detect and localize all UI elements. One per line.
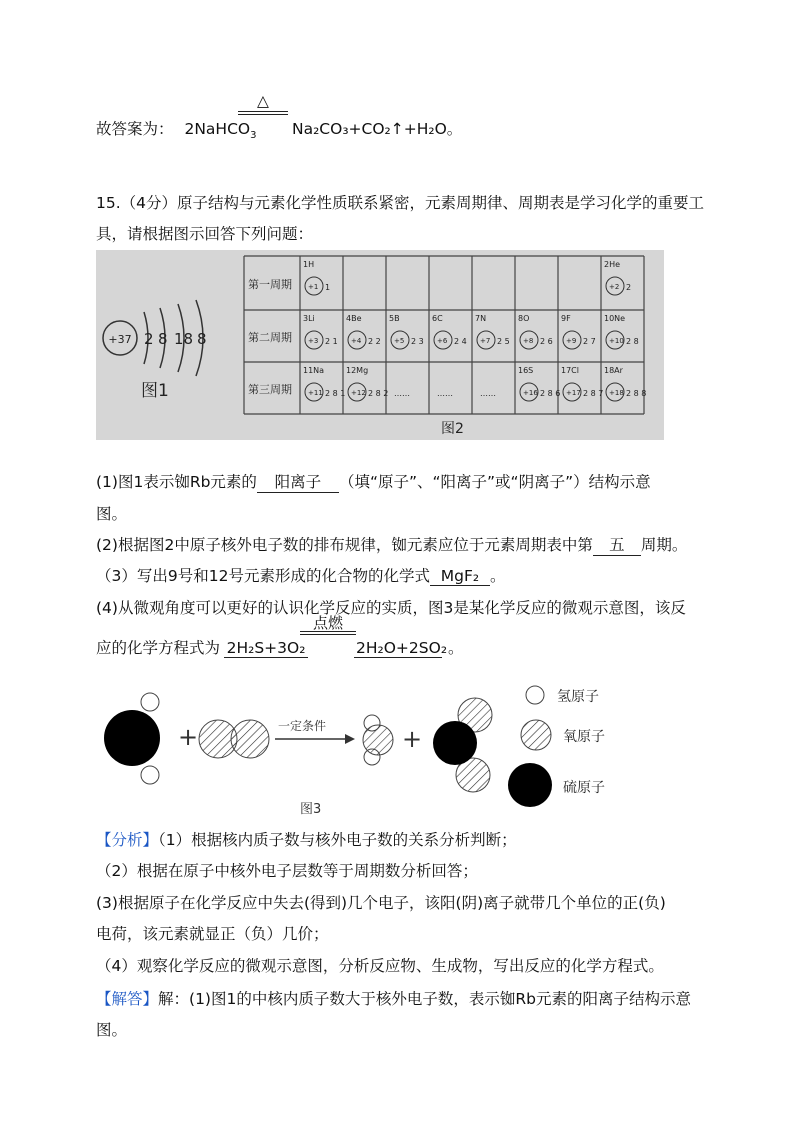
nucleus-charge: +6 [437,337,448,345]
electron-config: …… [480,389,496,398]
electron-config: 2 4 [454,337,467,346]
plus-sign: + [402,725,423,753]
legend-oxygen-symbol [521,720,551,750]
element-symbol: 8O [518,314,530,323]
nucleus-charge: +17 [566,389,581,397]
q4-answer-right-wrap: 2H₂O+2SO₂。 [356,639,464,657]
electron-config: 2 8 1 [325,389,346,398]
figure-1-caption: 图1 [141,381,169,401]
q4-line-1: (4)从微观角度可以更好的认识化学反应的实质，图3是某化学反应的微观示意图，该反 [96,599,686,617]
period-row-label: 第一周期 [248,278,292,291]
element-symbol: 3Li [303,314,315,323]
question-line-1: 15.（4分）原子结构与元素化学性质联系紧密，元素周期律、周期表是学习化学的重要工 [96,194,705,212]
electron-config: 2 8 8 [626,389,647,398]
so2-molecule [433,698,492,792]
element-symbol: 1H [303,260,315,269]
q4-answer-left: 2H₂S+3O₂ [224,639,308,658]
equation-right: Na₂CO₃+CO₂↑+H₂O。 [292,120,463,138]
electron-config: 2 8 7 [583,389,604,398]
shell-count: 2 [144,330,154,348]
arrow-label: 一定条件 [278,719,327,733]
nucleus-charge: +4 [351,337,362,345]
ignition-condition: 点燃 [312,614,343,632]
nucleus-charge: +10 [609,337,624,345]
solution-tag: 【解答】 [96,990,159,1008]
equals-sign [238,111,288,115]
nucleus-charge: +8 [523,337,534,345]
equals-sign [300,631,356,635]
legend-sulfur-symbol [508,763,552,807]
legend-sulfur: 硫原子 [563,780,605,796]
nucleus-charge: +2 [609,283,620,291]
element-symbol: 4Be [346,314,362,323]
figure-3-caption: 图3 [300,802,322,817]
h2s-molecule [104,693,160,784]
element-symbol: 5B [389,314,400,323]
rb-nucleus-label: +37 [108,333,132,346]
answer-prefix: 故答案为： [96,120,174,138]
electron-config: 2 [626,283,632,292]
legend-hydrogen-symbol [526,686,544,704]
shell-count: 8 [158,330,168,348]
period-row-label: 第二周期 [248,331,292,344]
nucleus-charge: +7 [480,337,491,345]
electron-config: 2 1 [325,337,338,346]
electron-config: 2 3 [411,337,424,346]
nucleus-charge: +18 [609,389,624,397]
electron-config: 2 8 6 [540,389,561,398]
analysis-line-4: 电荷，该元素就显正（负）几价； [96,925,329,943]
electron-config: 2 7 [583,337,596,346]
element-symbol: 2He [604,260,621,269]
nucleus-charge: +5 [394,337,405,345]
nucleus-charge: +9 [566,337,577,345]
q4-answer-right: 2H₂O+2SO₂ [356,639,448,657]
electron-config: 2 6 [540,337,553,346]
q3-line: （3）写出9号和12号元素形成的化合物的化学式 MgF₂ 。 [96,567,506,585]
answer-equation-line [96,117,256,141]
figure-2-caption: 图2 [441,421,464,437]
element-symbol: 11Na [303,366,325,375]
nucleus-charge: +3 [308,337,319,345]
nucleus-charge: +16 [523,389,538,397]
nucleus-charge: +12 [351,389,366,397]
analysis-line-5: （4）观察化学反应的微观示意图，分析反应物、生成物，写出反应的化学方程式。 [96,957,664,975]
electron-config: 1 [325,283,331,292]
shell-count: 8 [197,330,207,348]
question-line-2: 具，请根据图示回答下列问题： [96,225,314,243]
q4-line-2: 应的化学方程式为 2H₂S+3O₂ [96,636,308,658]
q2-line: (2)根据图2中原子核外电子数的排布规律，铷元素应位于元素周期表中第 五 周期。 [96,533,687,556]
arrow-head [345,734,355,744]
legend-hydrogen: 氢原子 [557,689,599,705]
electron-config: …… [437,389,453,398]
electron-config: 2 2 [368,337,381,346]
h2o-molecule [363,715,393,765]
solution-line-2: 图。 [96,1021,128,1039]
analysis-tag: 【分析】 [96,831,159,849]
solution-line-1: 【解答】解：(1)图1的中核内质子数大于核外电子数，表示铷Rb元素的阳离子结构示意 [96,990,691,1008]
element-symbol: 18Ar [604,366,623,375]
q1-answer: 阳离子 [257,470,339,493]
element-symbol: 6C [432,314,443,323]
analysis-line-3: (3)根据原子在化学反应中失去(得到)几个电子，该阳(阴)离子就带几个单位的正(负) [96,894,666,912]
electron-config: …… [394,389,410,398]
q1-line: (1)图1表示铷Rb元素的 阳离子 （填“原子”、“阳离子”或“阴离子”）结构示意 [96,470,651,493]
plus-sign: + [178,723,199,751]
shell-count: 18 [174,330,194,348]
equation-left: 2NaHCO$_3$ [184,120,257,142]
o2-molecule [199,720,269,758]
q2-answer: 五 [593,533,641,556]
element-symbol: 17Cl [561,366,579,375]
electron-config: 2 5 [497,337,510,346]
analysis-line-2: （2）根据在原子中核外电子层数等于周期数分析回答； [96,862,478,880]
element-symbol: 16S [518,366,534,375]
legend-oxygen: 氧原子 [563,729,605,745]
nucleus-charge: +1 [308,283,319,291]
figure-3-legend [508,686,605,807]
element-symbol: 9F [561,314,571,323]
nucleus-charge: +11 [308,389,323,397]
heat-condition: △ [257,92,269,110]
element-symbol: 10Ne [604,314,626,323]
electron-config: 2 8 2 [368,389,389,398]
electron-config: 2 8 [626,337,639,346]
period-row-label: 第三周期 [248,383,292,396]
figure-3-reaction-diagram [100,675,660,820]
element-symbol: 7N [475,314,487,323]
element-symbol: 12Mg [346,366,369,375]
figure-1-2-photo [96,250,664,440]
q1-line-2: 图。 [96,505,128,523]
q3-answer: MgF₂ [430,567,490,586]
analysis-line-1: 【分析】（1）根据核内质子数与核外电子数的关系分析判断； [96,831,517,849]
